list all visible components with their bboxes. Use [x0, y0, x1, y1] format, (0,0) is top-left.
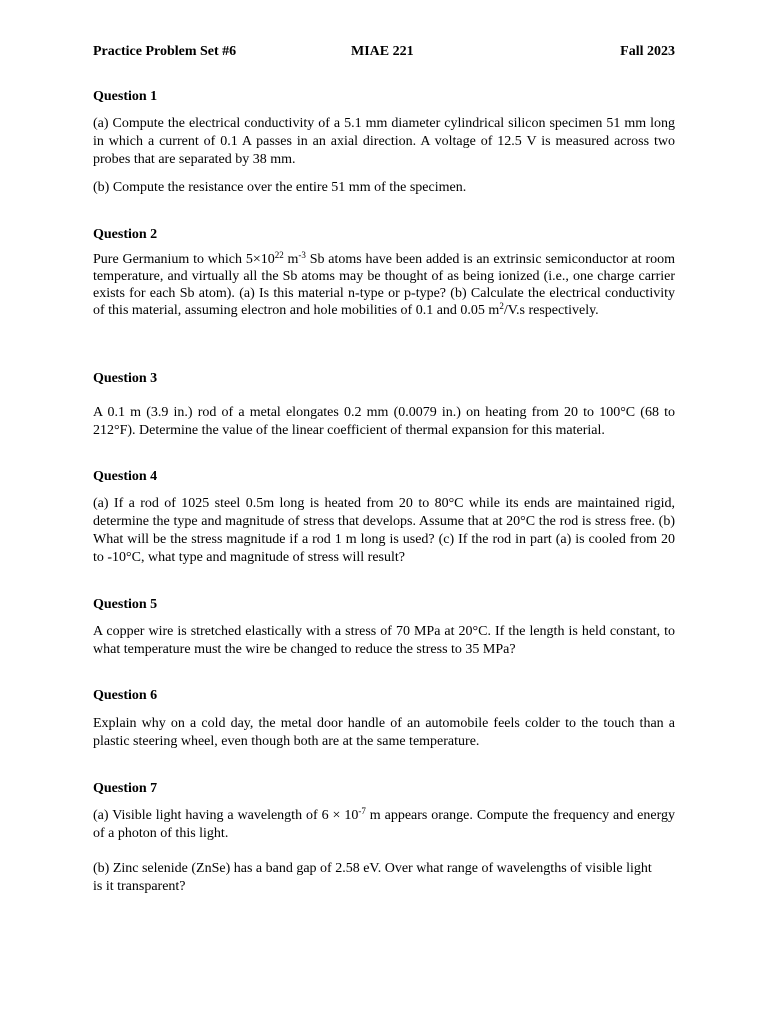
question-3-title: Question 3 — [93, 371, 158, 386]
question-3-text: A 0.1 m (3.9 in.) rod of a metal elongates 0.2 mm (0.0079 in.) on heating from 20 to 100°C (68 to 212°F). Determine the value of the linear coefficient of thermal expansion for this material. — [93, 405, 675, 438]
question-7-part-b: (b) Zinc selenide (ZnSe) has a band gap of 2.58 eV. Over what range of wavelengths of visible light is it transparent? — [93, 861, 652, 894]
question-4-text: (a) If a rod of 1025 steel 0.5m long is heated from 20 to 80°C while its ends are maintained rigid, determine the type and magnitude of stress that develops. Assume that at 20°C the rod is stress free. (b) What will be the stress magnitude if a rod 1 m long is used? (c) If the rod in part (a) is cooled from 20 to -10°C, what type and magnitude of stress will result? — [93, 496, 675, 565]
header-course-code: MIAE 221 — [351, 44, 414, 59]
question-5-title: Question 5 — [93, 597, 158, 612]
header-term: Fall 2023 — [620, 44, 675, 59]
question-2-title: Question 2 — [93, 227, 158, 242]
question-7-part-a: (a) Visible light having a wavelength of $6 \times 10^{-7}$ m appears orange. Compute the frequency and energy of a photon of this light. — [93, 806, 675, 841]
question-6-text: Explain why on a cold day, the metal door handle of an automobile feels colder to the touch than a plastic steering wheel, even though both are at the same temperature. — [93, 716, 675, 749]
question-4-title: Question 4 — [93, 469, 158, 484]
exponent: 2 — [499, 301, 504, 311]
exponent: -7 — [358, 806, 366, 816]
question-1-part-a: (a) Compute the electrical conductivity of a 5.1 mm diameter cylindrical silicon specimen 51 mm long in which a current of 0.1 A passes in an axial direction. A voltage of 12.5 V is measured across two probes that are separated by 38 mm. — [93, 116, 675, 167]
question-7-title: Question 7 — [93, 781, 158, 796]
question-1-part-b: (b) Compute the resistance over the entire 51 mm of the specimen. — [93, 180, 467, 195]
question-2-text: Pure Germanium to which $5\times 10^{22}$ $m^{-3}$ Sb atoms have been added is an extrinsic semiconductor at room temperature, and virtually all the Sb atoms may be thought of as being ionized (i.e., one charge carrier exists for each Sb atom). (a) Is this material n-type or p-type? (b) Calculate the electrical conductivity of this material, assuming electron and hole mobilities of 0.1 and 0.05 $m^2/V.s$ respectively. — [93, 250, 675, 318]
exponent: 22 — [274, 250, 284, 260]
question-5-text: A copper wire is stretched elastically with a stress of 70 MPa at 20°C. If the length is held constant, to what temperature must the wire be changed to reduce the stress to 35 MPa? — [93, 624, 675, 657]
header-problem-set: Practice Problem Set #6 — [93, 44, 237, 59]
document-page — [93, 0, 675, 1024]
question-1-title: Question 1 — [93, 89, 158, 104]
page-header — [93, 43, 675, 61]
exponent: -3 — [298, 250, 306, 260]
question-6-title: Question 6 — [93, 688, 158, 703]
